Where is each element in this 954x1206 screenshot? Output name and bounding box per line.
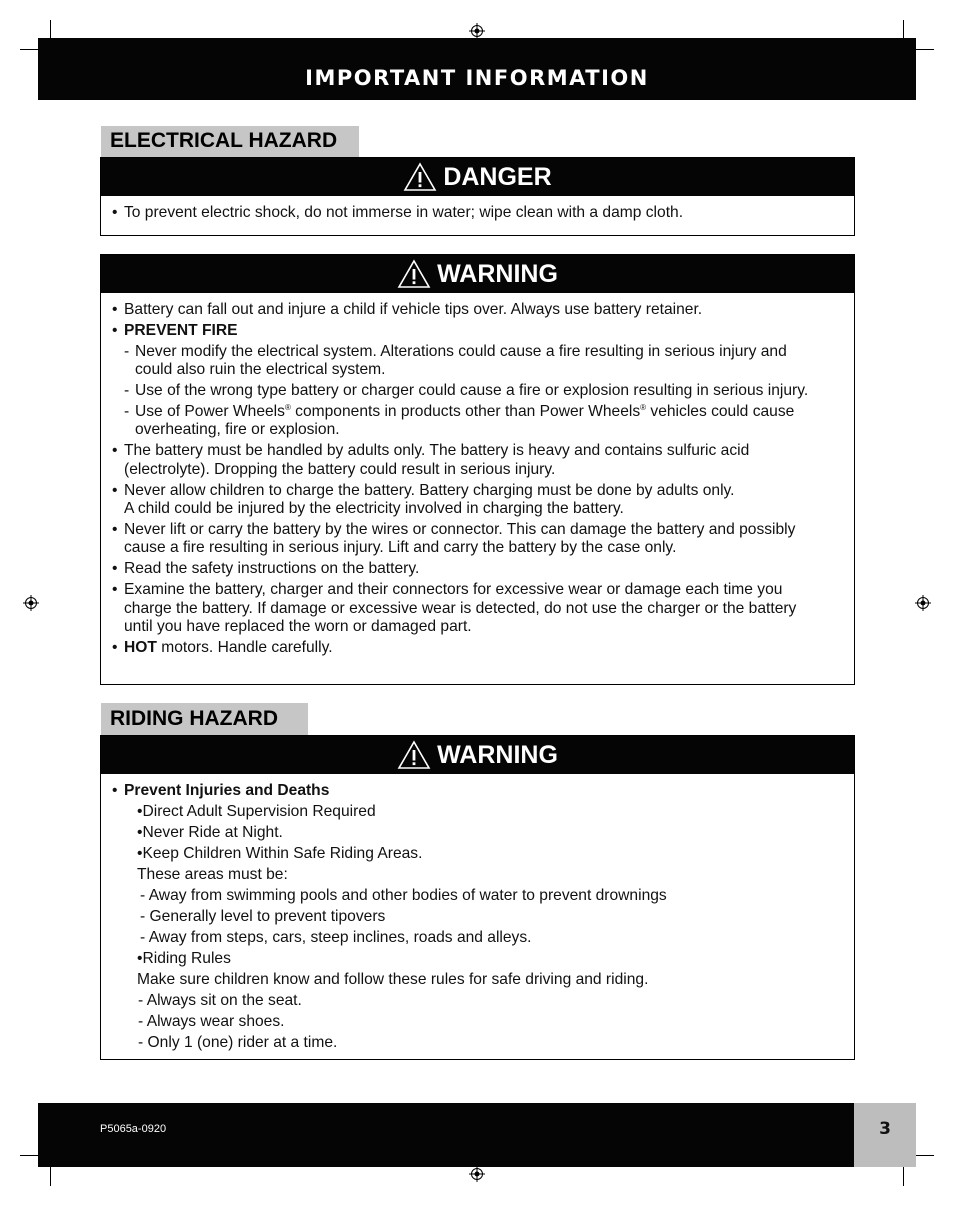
danger-header bbox=[101, 158, 854, 196]
list-subitem: - Away from swimming pools and other bodies of water to prevent drownings bbox=[140, 887, 667, 904]
footer-bar bbox=[38, 1103, 854, 1167]
list-item: • The battery must be handled by adults only. The battery is heavy and contains sulfuric acid (electrolyte). Dropping the battery could result in serious injury. bbox=[112, 442, 750, 478]
list-subitem: - Use of Power Wheels® components in products other than Power Wheels® vehicles could cause overheating, fire or explosion. bbox=[124, 403, 795, 439]
list-item: • Never lift or carry the battery by the wires or connector. This can damage the battery and possibly cause a fire resulting in serious injury. Lift and carry the battery by the case only. bbox=[112, 520, 796, 557]
page-number: 3 bbox=[879, 1119, 891, 1139]
list-item: • Never allow children to charge the battery. Battery charging must be done by adults only. A child could be injured by the electricity involved in charging the battery. bbox=[112, 481, 735, 518]
list-item: • Battery can fall out and injure a child if vehicle tips over. Always use battery retainer. bbox=[112, 301, 703, 318]
danger-label: DANGER bbox=[443, 162, 552, 191]
warning-triangle-icon bbox=[397, 740, 431, 770]
list-item: • HOT motors. Handle carefully. bbox=[112, 638, 333, 656]
warning-box-riding bbox=[100, 735, 855, 1060]
list-subitem: •Keep Children Within Safe Riding Areas. bbox=[137, 845, 423, 862]
section-tab-riding-hazard: RIDING HAZARD bbox=[101, 703, 308, 735]
list-subitem: - Never modify the electrical system. Alterations could cause a fire resulting in serious injury and could also ruin the electrical system. bbox=[124, 342, 787, 379]
list-item: • Prevent Injuries and Deaths bbox=[112, 782, 330, 799]
header-banner bbox=[38, 38, 916, 100]
warning-label: WARNING bbox=[437, 259, 558, 288]
document-code: P5065a-0920 bbox=[100, 1123, 167, 1135]
registration-mark-icon bbox=[469, 1166, 485, 1182]
list-subitem: - Always sit on the seat. bbox=[138, 992, 302, 1009]
section-tab-electrical-hazard: ELECTRICAL HAZARD bbox=[101, 126, 359, 157]
list-item: • To prevent electric shock, do not immerse in water; wipe clean with a damp cloth. bbox=[112, 204, 684, 221]
list-subitem: •Direct Adult Supervision Required bbox=[137, 803, 376, 820]
paragraph: Make sure children know and follow these rules for safe driving and riding. bbox=[137, 971, 649, 988]
warning-header bbox=[101, 255, 854, 293]
list-subitem: - Away from steps, cars, steep inclines, roads and alleys. bbox=[140, 929, 532, 946]
warning-label: WARNING bbox=[437, 740, 558, 769]
danger-box bbox=[100, 157, 855, 236]
registration-mark-icon bbox=[915, 595, 931, 611]
warning-triangle-icon bbox=[397, 259, 431, 289]
warning-box-electrical bbox=[100, 254, 855, 685]
warning-header bbox=[101, 736, 854, 774]
page-title: IMPORTANT INFORMATION bbox=[305, 66, 649, 90]
list-subitem: - Use of the wrong type battery or charger could cause a fire or explosion resulting in serious injury. bbox=[124, 382, 809, 400]
warning-triangle-icon bbox=[403, 162, 437, 192]
list-item: • Examine the battery, charger and their connectors for excessive wear or damage each time you charge the battery. If damage or excessive wear is detected, do not use the charger or the battery until you have replaced the worn or damaged part. bbox=[112, 581, 797, 635]
paragraph: These areas must be: bbox=[137, 866, 288, 883]
list-subitem: - Always wear shoes. bbox=[138, 1013, 285, 1030]
registration-mark-icon bbox=[23, 595, 39, 611]
list-subitem: - Generally level to prevent tipovers bbox=[140, 908, 386, 925]
list-subitem: •Riding Rules bbox=[137, 950, 231, 967]
list-item: • Read the safety instructions on the battery. bbox=[112, 560, 420, 578]
list-subitem: •Never Ride at Night. bbox=[137, 824, 283, 841]
page-number-box bbox=[854, 1103, 916, 1167]
list-subitem: - Only 1 (one) rider at a time. bbox=[138, 1034, 338, 1051]
registration-mark-icon bbox=[469, 23, 485, 39]
list-item: • PREVENT FIRE bbox=[112, 321, 238, 339]
